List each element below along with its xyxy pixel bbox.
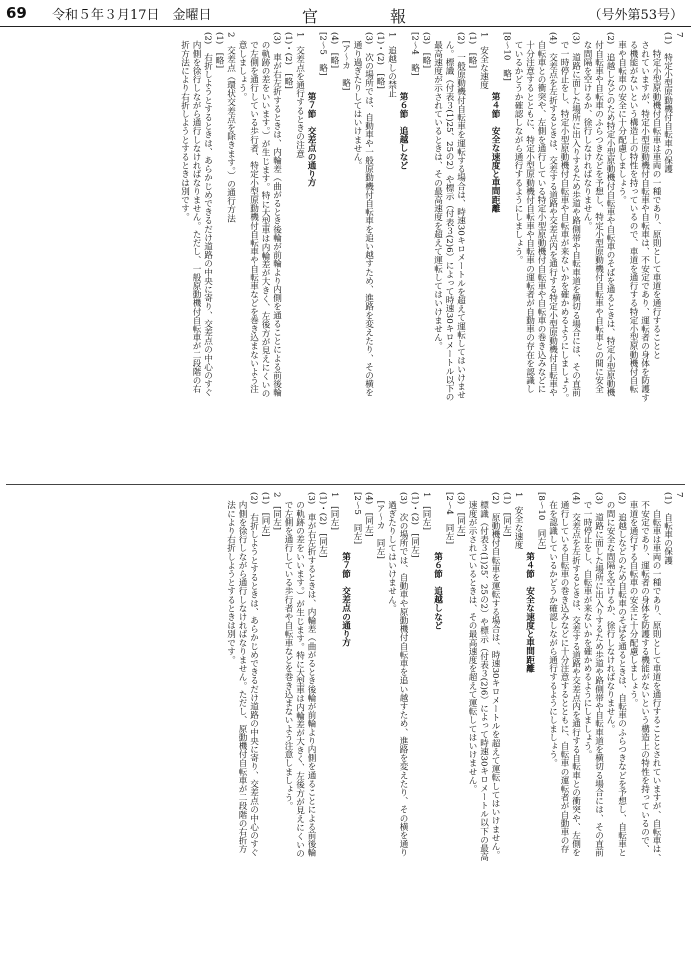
current-text-line: (1)・(2) [同左] [317, 492, 328, 558]
current-text-line: 不安定であり、運転者の身体を防護する機能がないという構造上の特性を持っているので、 [639, 492, 650, 854]
revised-text-line: ているかどうか確認しながら通行するようにしましょう。 [513, 32, 523, 265]
current-text-line: [8～10 同左] [536, 492, 546, 550]
revised-text-line: な間隔を空けるか、徐行しなければなりません。 [582, 32, 592, 230]
issue-number: （号外第53号） [588, 8, 683, 23]
current-text-line: 第６節 追越しなど [432, 552, 443, 630]
revised-text-line: 通り過ぎたりしてはいけません。 [352, 32, 362, 170]
gazette-title: 官 報 [302, 7, 435, 26]
revised-text-line: (1) [略] [214, 32, 224, 69]
revised-text-line: 2 交差点（環状交差点を除きます。）の通行方法 [225, 32, 236, 223]
revised-text-line: 十分注意するとともに、特定小型原動機付自転車や自転車の運転者が自動車の存在を認識し [524, 32, 535, 394]
current-text-line: 1 [同左] [329, 492, 339, 530]
revised-text-line: (1) [略] [467, 32, 477, 69]
revised-text-line: で一時停止をし、特定小型原動機付自転車や自転車が来ないかを確かめるようにしましょう。 [559, 32, 569, 402]
revised-text-line: (1) 特定小型原動機付自転車の保護 [662, 32, 673, 174]
revised-text-line: (1)・(2) [略] [375, 32, 385, 89]
issue-date: 令和５年３月17日 金曜日 [52, 8, 212, 23]
current-text-line: (3) 次の場所では、自動車や原動機付自転車を追い越すため、進路を変えたり、その横を通り [398, 492, 408, 857]
revised-text-line: (4) 交差点を左折するときは、交差する道路や交差点内を通行する特定小型原動機付自転車や [547, 32, 558, 397]
current-text-line: (4) [同左] [363, 492, 374, 537]
section-divider [6, 484, 685, 485]
current-text-line: (1) [同左] [501, 492, 512, 537]
current-text-line: 1 [同左] [421, 492, 431, 530]
revised-text-line: 特定小型原動機付自転車は車両の一種であり、原則として車道を通行することと [651, 32, 661, 359]
current-text-line: (4) 交差点を左折するときは、交差する道路や交差点内を通行する自転車との衝突や、左側を [570, 492, 581, 857]
current-text-line: 車道を通行する自転車の安全に十分配慮しましょう。 [628, 492, 638, 707]
revised-text-line: 第６節 追越しなど [398, 92, 408, 170]
revised-text-line: 車や自転車の安全に十分配慮しましょう。 [616, 32, 627, 204]
current-text-line: 7 [674, 492, 684, 498]
revised-text-line: で左側を通行している歩行者、特定小型原動機付自転車や自転車などを巻き込まないよう注 [248, 32, 259, 394]
current-text-line: 1 安全な速度 [513, 492, 523, 550]
revised-text-line: 1 交差点を通行するときの注意 [294, 32, 305, 158]
gazette-header [0, 0, 691, 27]
current-text-line: 過ぎたりしてはいけません。 [386, 492, 397, 613]
current-text-line: 標識（付表３(1)25、25の2）や標示（付表３(2)6）によって時速30キロメートル以下の最高 [478, 492, 489, 862]
revised-text-line: (2) 一般原動機付自転車を運転する場合は、時速30キロメートルを超えて運転してはいけませ [455, 32, 466, 400]
revised-text-line: 意しましょう。 [237, 32, 247, 101]
revised-text-line: されていますが、特定小型原動機付自転車や自転車は、不安定であり、運転者の身体を防護す [639, 32, 650, 402]
revised-text-line: (1)・(2) [略] [283, 32, 293, 89]
revised-text-line: 1 安全な速度 [478, 32, 489, 90]
revised-text-line: 1 追越しの禁止 [386, 32, 397, 98]
current-text-line: (3) [同左] [455, 492, 466, 537]
current-text-line: 第４節 安全な速度と車間距離 [524, 552, 535, 673]
revised-text-line: 第４節 安全な速度と車間距離 [490, 92, 500, 213]
current-text-line: 内側を徐行しながら通行しなければなりません。ただし、原動機付自転車が二段階の右折方 [237, 492, 247, 854]
revised-text-line: [ア～カ 略] [340, 32, 351, 91]
current-text-line: 2 [同左] [271, 492, 282, 530]
revised-text-line: 内側を徐行しながら通行しなければなりません。ただし、一般原動機付自転車が二段階の右 [191, 32, 201, 394]
revised-text-line: 付自転車や自転車のふらつきなどを予想し、特定小型原動機付自転車や自転車との間に安全 [593, 32, 604, 394]
current-text-line: (3) 車が右左折するときは、内輪差（曲がるとき後輪が前輪より内側を通ることによる前後輪 [306, 492, 316, 857]
current-text-line: 速度が示されているときは、その最高速度を超えて運転してはいけません。 [467, 492, 477, 793]
current-text-line: の間に安全な間隔を空けるか、徐行しなければなりません。 [605, 492, 615, 733]
revised-text-column [8, 32, 684, 476]
revised-text-line: 第７節 交差点の通り方 [306, 92, 316, 187]
current-text-line: (1)・(2) [同左] [409, 492, 420, 558]
current-text-line: (2) 原動機付自転車を運転する場合は、時速30キロメートルを超えて運転してはいけません。 [490, 492, 500, 860]
revised-text-line: の軌跡の差をいいます。）が生じます。特に大型車は内輪差が大きく、左後方が見えにくいの [260, 32, 270, 398]
revised-text-line: る機能がないという構造上の特性を持っているので、車道を通行する特定小型原動機付自転 [628, 32, 638, 394]
revised-text-line: (3) 次の場所では、自動車や一般原動機付自転車を追い越すため、進路を変えたり、その横を [363, 32, 374, 397]
current-text-line: (1) [同左] [260, 492, 270, 537]
revised-text-line: (3) 車が右左折するときは、内輪差（曲がるとき後輪が前輪より内側を通ることによる前後輪 [271, 32, 282, 397]
revised-text-line: 最高速度が示されているときは、その最高速度を超えて運転してはいけません。 [432, 32, 443, 351]
current-text-line: (1) 自転車の保護 [662, 492, 673, 565]
revised-text-line: [8～10 略] [501, 32, 512, 81]
current-text-line: 在を認識しているかどうか確認しながら通行するようにしましょう。 [547, 492, 558, 768]
revised-text-line: [2～5 略] [317, 32, 328, 76]
current-text-line: で左側を通行している歩行者や自転車などを巻き込まないよう注意しましょう。 [283, 492, 293, 811]
current-text-line: 法により右折しようとするときは別です。 [225, 492, 236, 664]
current-text-line: 通行している自転車の巻き込みなどに十分注意するとともに、自転車の運転者が自動車の存 [559, 492, 569, 854]
revised-text-line: [2～4 略] [409, 32, 420, 76]
revised-text-line: ん。標識（付表３(1)25、25の2）や標示（付表３(2)6）によって時速30キロメートル以下の [444, 32, 454, 402]
current-text-line: (3) 道路に面した場所に出入りするため歩道や路側帯や自転車道を横切る場合には、その直前 [593, 492, 604, 857]
current-text-line: [ア～カ 同左] [375, 492, 385, 559]
current-text-line: 第７節 交差点の通り方 [340, 552, 351, 647]
page-number: 69 [6, 4, 27, 22]
revised-text-line: (3) 道路に面した場所に出入りするため歩道や路側帯や自転車道を横切る場合には、その直前 [570, 32, 581, 397]
current-text-line: (2) 追越しなどのため自転車のそばを通るときは、自転車のふらつきなどを予想し、自転車と [616, 492, 627, 857]
current-text-line: 自転車は車両の一種であり、原則として車道を通行することとされていますが、自転車は、 [651, 492, 661, 862]
current-text-line: の軌跡の差をいいます。）が生じます。特に大型車は内輪差が大きく、左後方が見えにくいの [294, 492, 305, 858]
current-text-line: (2) 右折しようとするときは、あらかじめできるだけ道路の中央に寄り、交差点の中心のすぐ [248, 492, 259, 857]
revised-text-line: (3) [略] [421, 32, 431, 69]
revised-text-line: 7 [674, 32, 684, 38]
revised-text-line: 折方法により右折しようとするときは別です。 [179, 32, 190, 222]
current-text-line: [2～4 同左] [444, 492, 454, 545]
current-text-line: で一時停止をし、自転車が来ないかを確かめるようにしましょう。 [582, 492, 592, 759]
revised-text-line: (4) [略] [329, 32, 339, 69]
revised-text-line: (2) 右折しようとするときは、あらかじめできるだけ道路の中央に寄り、交差点の中心のすぐ [202, 32, 213, 397]
revised-text-line: 自転車との衝突や、左側を通行している特定小型原動機付自転車や自転車の巻き込みなどに [536, 32, 546, 394]
revised-text-line: (2) 追越しなどのため特定小型原動機付自転車や自転車のそばを通るときは、特定小型原動機 [605, 32, 615, 397]
current-text-column [8, 492, 684, 956]
current-text-line: [2～5 同左] [352, 492, 362, 545]
